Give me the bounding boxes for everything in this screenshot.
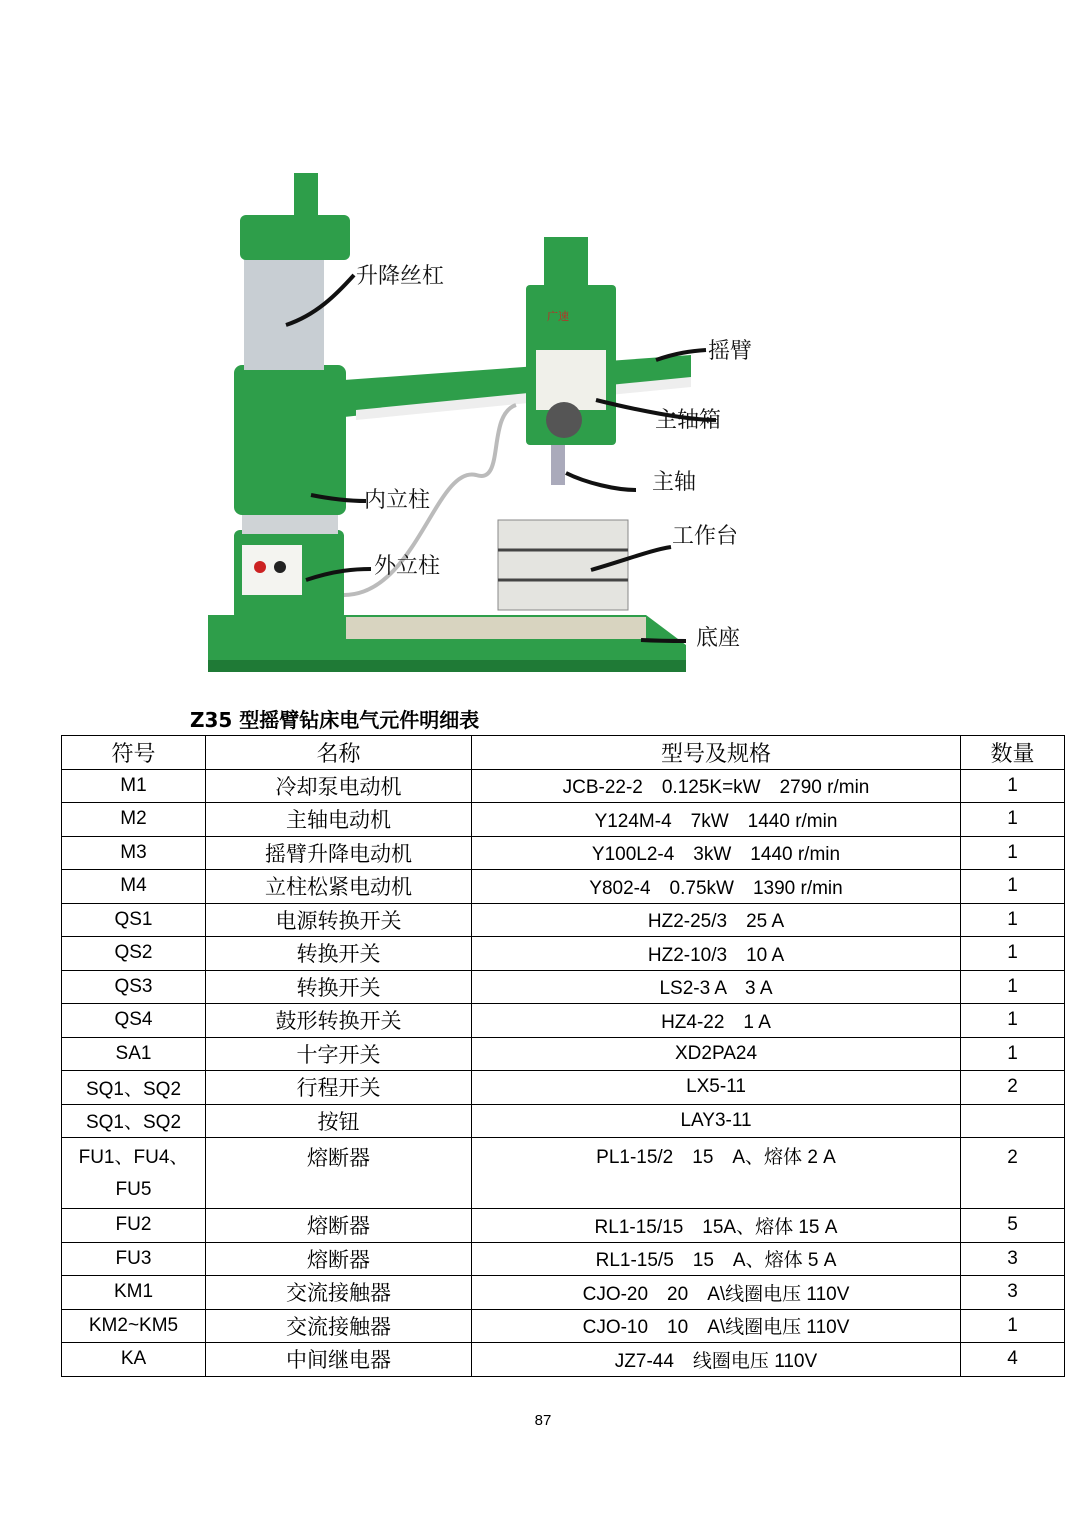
cell-qty: 1 [961,1004,1065,1038]
components-table [61,735,1065,1377]
cell-symbol: KA [62,1343,206,1377]
cell-qty: 1 [961,870,1065,904]
cell-symbol: KM2~KM5 [62,1309,206,1343]
table-row [62,1104,1065,1138]
cell-name: 立柱松紧电动机 [206,870,472,904]
cell-spec: HZ4-22 1 A [472,1004,961,1038]
cell-qty: 1 [961,937,1065,971]
table-row [62,970,1065,1004]
table-row [62,769,1065,803]
cell-spec: LS2-3 A 3 A [472,970,961,1004]
label-inner-column: 内立柱 [364,488,431,513]
cell-name: 主轴电动机 [206,803,472,837]
label-spindle: 主轴 [652,470,697,495]
label-worktable: 工作台 [672,524,739,549]
cell-name: 摇臂升降电动机 [206,836,472,870]
label-arm: 摇臂 [708,339,753,364]
cell-symbol: SQ1、SQ2 [62,1104,206,1138]
cell-name: 转换开关 [206,937,472,971]
header-qty: 数量 [961,736,1065,770]
cell-symbol: M1 [62,769,206,803]
cell-spec: Y100L2-4 3kW 1440 r/min [472,836,961,870]
cell-symbol: KM1 [62,1276,206,1310]
table-row [62,1276,1065,1310]
cell-name: 行程开关 [206,1071,472,1105]
leadscrew-tube [244,250,324,370]
column-housing [234,365,346,515]
cell-symbol: FU2 [62,1209,206,1243]
cell-spec: RL1-15/15 15A、熔体 15 A [472,1209,961,1243]
cell-name: 鼓形转换开关 [206,1004,472,1038]
table-row [62,937,1065,971]
cell-qty: 1 [961,836,1065,870]
cell-spec: PL1-15/2 15 A、熔体 2 A [472,1138,961,1209]
table-row [62,836,1065,870]
cell-name: 冷却泵电动机 [206,769,472,803]
cell-symbol: M2 [62,803,206,837]
cell-name: 交流接触器 [206,1276,472,1310]
table-body [62,769,1065,1376]
cell-symbol: QS4 [62,1004,206,1038]
cell-qty [961,1104,1065,1138]
cell-symbol: M4 [62,870,206,904]
cell-symbol: SQ1、SQ2 [62,1071,206,1105]
table-row [62,1037,1065,1071]
label-leadscrew: 升降丝杠 [356,264,445,289]
table-header-row [62,736,1065,770]
cell-name: 按钮 [206,1104,472,1138]
cell-qty: 1 [961,1309,1065,1343]
cell-spec: CJO-10 10 A\线圈电压 110V [472,1309,961,1343]
table-row [62,803,1065,837]
table-row [62,1071,1065,1105]
cell-symbol: FU3 [62,1242,206,1276]
cell-symbol: M3 [62,836,206,870]
cell-spec: LX5-11 [472,1071,961,1105]
cell-qty: 2 [961,1138,1065,1209]
cell-qty: 1 [961,1037,1065,1071]
label-outer-column: 外立柱 [374,554,441,579]
table-row [62,1004,1065,1038]
header-symbol: 符号 [62,736,206,770]
cell-symbol: QS3 [62,970,206,1004]
cell-symbol: QS2 [62,937,206,971]
cell-name: 熔断器 [206,1138,472,1209]
cell-qty: 4 [961,1343,1065,1377]
cell-spec: Y124M-4 7kW 1440 r/min [472,803,961,837]
cell-name: 中间继电器 [206,1343,472,1377]
table-row [62,1209,1065,1243]
cell-qty: 3 [961,1242,1065,1276]
label-base: 底座 [696,626,741,651]
table-row [62,1242,1065,1276]
cell-spec: Y802-4 0.75kW 1390 r/min [472,870,961,904]
cell-name: 交流接触器 [206,1309,472,1343]
table-row [62,1309,1065,1343]
cell-name: 转换开关 [206,970,472,1004]
cell-spec: JCB-22-2 0.125K=kW 2790 r/min [472,769,961,803]
machine-logo: 广速 [547,310,569,323]
cell-qty: 5 [961,1209,1065,1243]
label-headstock: 主轴箱 [654,408,721,433]
cell-spec: HZ2-25/3 25 A [472,903,961,937]
table-row [62,1343,1065,1377]
table-row [62,1138,1065,1209]
header-spec: 型号及规格 [472,736,961,770]
cell-name: 十字开关 [206,1037,472,1071]
cell-spec: HZ2-10/3 10 A [472,937,961,971]
table-row [62,870,1065,904]
cell-spec: XD2PA24 [472,1037,961,1071]
table-title: Z35 型摇臂钻床电气元件明细表 [190,708,480,732]
cell-qty: 1 [961,803,1065,837]
cell-symbol: FU1、FU4、FU5 [62,1138,206,1209]
cell-symbol: QS1 [62,903,206,937]
cell-name: 熔断器 [206,1242,472,1276]
cell-name: 熔断器 [206,1209,472,1243]
cell-spec: JZ7-44 线圈电压 110V [472,1343,961,1377]
cell-spec: RL1-15/5 15 A、熔体 5 A [472,1242,961,1276]
cell-spec: CJO-20 20 A\线圈电压 110V [472,1276,961,1310]
cell-symbol: SA1 [62,1037,206,1071]
header-name: 名称 [206,736,472,770]
cell-qty: 1 [961,903,1065,937]
cell-qty: 1 [961,970,1065,1004]
cell-qty: 1 [961,769,1065,803]
table-row [62,903,1065,937]
cell-qty: 3 [961,1276,1065,1310]
cell-name: 电源转换开关 [206,903,472,937]
page-number: 87 [534,1412,552,1429]
cell-spec: LAY3-11 [472,1104,961,1138]
drill-press-illustration [186,155,753,690]
cell-qty: 2 [961,1071,1065,1105]
